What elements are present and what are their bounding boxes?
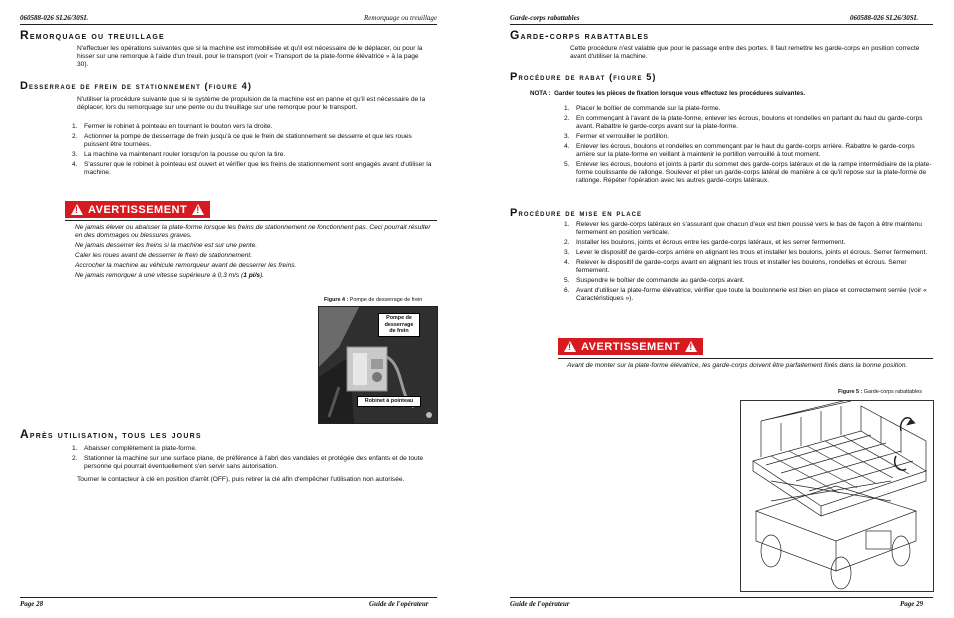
left-desserrage-intro: N'utiliser la procédure suivante que si le système de propulsion de la machine est en panne et qu'il est nécessaire de la déplacer, lors du remorquage sur une pente ou du treuillage sur une remorque pour le transport.	[77, 96, 426, 111]
right-subsection-title-rabat: Procédure de rabat (figure 5)	[510, 71, 657, 83]
right-rabat-steps	[564, 105, 932, 187]
list-item: 4. Enlever les écrous, boulons et rondelles en commençant par le haut du garde-corps arrière. Rabattre le garde-corps arrière sur la plate-forme en veillant à maintenir le portillon verrouillé à tout moment.	[564, 143, 915, 158]
left-footer-guide: Guide de l'opérateur	[369, 600, 429, 608]
right-warning-banner	[558, 338, 703, 355]
list-item: 4. S'assurer que le robinet à pointeau est ouvert et vérifier que les freins de stationnement sont engagés avant d'utiliser la machine.	[72, 161, 432, 176]
right-warning-rule	[558, 358, 933, 359]
list-item: 1. Placer le boîtier de commande sur la plate-forme.	[564, 105, 721, 112]
left-warning-text: Ne jamais élever ou abaisser la plate-forme lorsque les freins de stationnement ne fonctionnent pas. Ceci pourrait résulter en des dommages ou blessures graves. Ne jamais desserrer les freins si la machine est sur une pente. Caler les roues avant de desserrer le frein de stationnement. Accrocher la machine au véhicule remorqueur avant de desserrer les freins. Ne jamais remorquer à une vitesse supérieure à 0,3 m/s (1 pi/s).	[75, 224, 431, 279]
list-item: 2. En commençant à l'avant de la plate-forme, enlever les écrous, boulons et rondelles en partant du haut du garde-corps avant. Rabattre le garde-corps avant sur la plate-forme.	[564, 115, 923, 130]
left-warning-banner	[65, 201, 210, 218]
list-item: 3. Lever le dispositif de garde-corps arrière en alignant les trous et installer les boulons, joints et écrous. Serrer fermement.	[564, 249, 928, 256]
left-section-title-remorquage: Remorquage ou treuillage	[20, 28, 165, 42]
folding-guardrails-drawing-icon	[741, 401, 933, 591]
warning-label: AVERTISSEMENT	[581, 340, 681, 353]
list-item: 4. Relever le dispositif de garde-corps avant en alignant les trous et installer les boulons, rondelles et écrous. Serrer fermement.	[564, 259, 907, 274]
list-item: 3. La machine va maintenant rouler lorsqu'on la pousse ou qu'on la tire.	[72, 151, 286, 158]
warning-triangle-icon	[564, 341, 576, 352]
right-note: NOTA : Garder toutes les pièces de fixation lorsque vous effectuez les procédures suivantes.	[530, 90, 806, 97]
right-header-section: Garde-corps rabattables	[510, 14, 580, 22]
warning-triangle-icon	[192, 204, 204, 215]
right-footer-guide: Guide de l'opérateur	[510, 600, 570, 608]
left-subsection-title-desserrage: Desserrage de frein de stationnement (figure 4)	[20, 80, 252, 92]
left-intro-paragraph: N'effectuer les opérations suivantes que si la machine est immobilisée et qu'il est nécessaire de le déplacer, ou pour la hisser sur une remorque à l'aide d'un treuil, pour le transport (voir « Transport de la plate-forme élévatrice » à la page 30).	[77, 45, 423, 68]
left-header-rule	[20, 24, 437, 25]
warning-label: AVERTISSEMENT	[88, 203, 188, 216]
right-mise-en-place-steps	[564, 221, 932, 305]
list-item: 2. Actionner la pompe de desserrage de frein jusqu'à ce que le frein de stationnement se desserre et que les roues puissent être tournées.	[72, 133, 412, 148]
figure4-label-pump: Pompe de desserrage de frein	[378, 313, 420, 337]
figure5-drawing	[740, 400, 934, 592]
left-warning-rule	[65, 220, 437, 221]
left-apres-steps	[72, 445, 437, 473]
list-item: 2. Installer les boulons, joints et écrous entre les garde-corps latéraux, et les serrer fermement.	[564, 239, 846, 246]
right-subsection-title-mise-en-place: Procédure de mise en place	[510, 207, 643, 219]
warning-triangle-icon	[685, 341, 697, 352]
right-intro-paragraph: Cette procédure n'est valable que pour le passage entre des portes. Il faut remettre les garde-corps en position correcte avant d'utiliser la machine.	[570, 45, 920, 60]
right-footer-rule	[510, 597, 933, 598]
right-header-rule	[510, 24, 933, 25]
left-header-doc-id: 060588-026 SL26/30SL	[20, 14, 88, 22]
right-header-doc-id: 060588-026 SL26/30SL	[850, 14, 918, 22]
warning-triangle-icon	[71, 204, 83, 215]
list-item: 2. Stationner la machine sur une surface plane, de préférence à l'abri des vandales et protégée des enfants et de toute personne qui pourrait éventuellement s'en servir sans autorisation.	[72, 455, 424, 470]
right-section-title-garde-corps: Garde-corps rabattables	[510, 28, 650, 42]
list-item: 3. Fermer et verrouiller le portillon.	[564, 133, 670, 140]
right-warning-text: Avant de monter sur la plate-forme élévatrice, les garde-corps doivent être parfaitement fixés dans la bonne position.	[567, 362, 908, 369]
list-item: 6. Avant d'utiliser la plate-forme élévatrice, vérifier que toute la boulonnerie est bien en place et correctement serrée (voir « Caractéristiques »).	[564, 287, 927, 302]
list-item: 1. Relever les garde-corps latéraux en s'assurant que chacun d'eux est bien poussé vers le bas de façon à être maintenu fermement en position verticale.	[564, 221, 922, 236]
left-apres-outro: Tourner le contacteur à clé en position d'arrêt (OFF), puis retirer la clé afin d'empêcher l'utilisation non autorisée.	[77, 476, 405, 483]
right-footer-page: Page 29	[900, 600, 924, 608]
figure4-caption: Figure 4 : Pompe de desserrage de frein	[324, 297, 423, 303]
left-footer-page: Page 28	[20, 600, 44, 608]
left-header-section: Remorquage ou treuillage	[364, 14, 437, 22]
figure4-label-valve: Robinet à pointeau	[357, 396, 421, 407]
list-item: 5. Enlever les écrous, boulons et joints à partir du sommet des garde-corps latéraux et de la rampe intermédiaire de la plate-forme coulissante de rallonge. Soulever et plier un garde-corps latéral de manière à ce qu'il repose sur la plate-forme de rallonge. Répéter l'opération avec les autres garde-corps latéraux.	[564, 161, 932, 184]
left-section-title-apres-utilisation: Après utilisation, tous les jours	[20, 427, 202, 441]
list-item: 1. Abaisser complètement la plate-forme.	[72, 445, 197, 452]
list-item: 5. Suspendre le boîtier de commande au garde-corps avant.	[564, 277, 745, 284]
left-footer-rule	[20, 597, 437, 598]
list-item: 1. Fermer le robinet à pointeau en tournant le bouton vers la droite.	[72, 123, 273, 130]
left-desserrage-steps	[72, 123, 432, 179]
figure5-caption: Figure 5 : Garde-corps rabattables	[838, 389, 922, 395]
